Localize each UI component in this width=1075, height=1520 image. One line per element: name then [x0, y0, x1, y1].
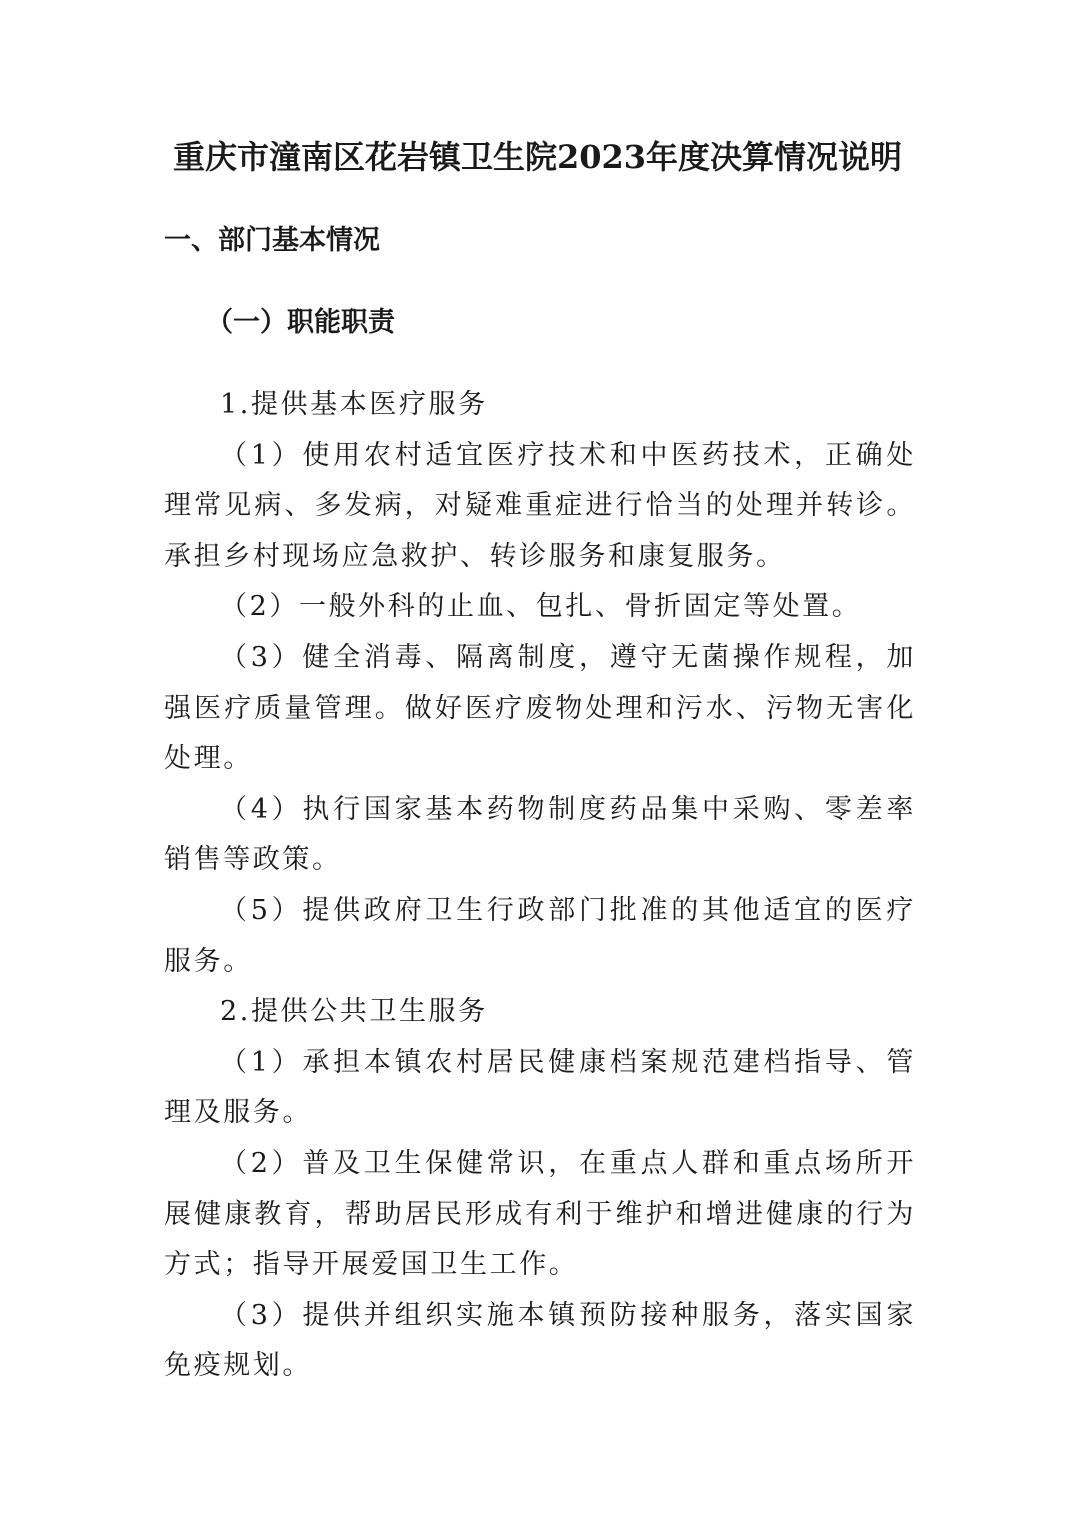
paragraph-public-health-heading: 2.提供公共卫生服务: [220, 996, 488, 1028]
paragraph: （2）一般外科的止血、包扎、骨折固定等处置。: [220, 591, 862, 623]
paragraph: （2）普及卫生保健常识，在重点人群和重点场所开展健康教育，帮助居民形成有利于维护和增进健康的行为方式；指导开展爱国卫生工作。: [164, 1147, 916, 1281]
paragraph: （5）提供政府卫生行政部门批准的其他适宜的医疗服务。: [164, 894, 916, 977]
paragraph-basic-medical-heading: 1.提供基本医疗服务: [220, 389, 488, 420]
subsection-heading: （一）职能职责: [206, 307, 395, 338]
paragraph: （1）使用农村适宜医疗技术和中医药技术，正确处理常见病、多发病，对疑难重症进行恰当的处理并转诊。承担乡村现场应急救护、转诊服务和康复服务。: [164, 439, 916, 572]
document-body: [164, 380, 916, 1392]
paragraph: （3）提供并组织实施本镇预防接种服务，落实国家免疫规划。: [164, 1299, 916, 1382]
section-heading: 一、部门基本情况: [164, 225, 380, 256]
paragraph: （1）承担本镇农村居民健康档案规范建档指导、管理及服务。: [164, 1046, 916, 1129]
paragraph: （4）执行国家基本药物制度药品集中采购、零差率销售等政策。: [164, 793, 916, 876]
paragraph: （3）健全消毒、隔离制度，遵守无菌操作规程，加强医疗质量管理。做好医疗废物处理和污水、污物无害化处理。: [164, 641, 916, 775]
document-title: 重庆市潼南区花岩镇卫生院2023年度决算情况说明: [172, 138, 903, 176]
